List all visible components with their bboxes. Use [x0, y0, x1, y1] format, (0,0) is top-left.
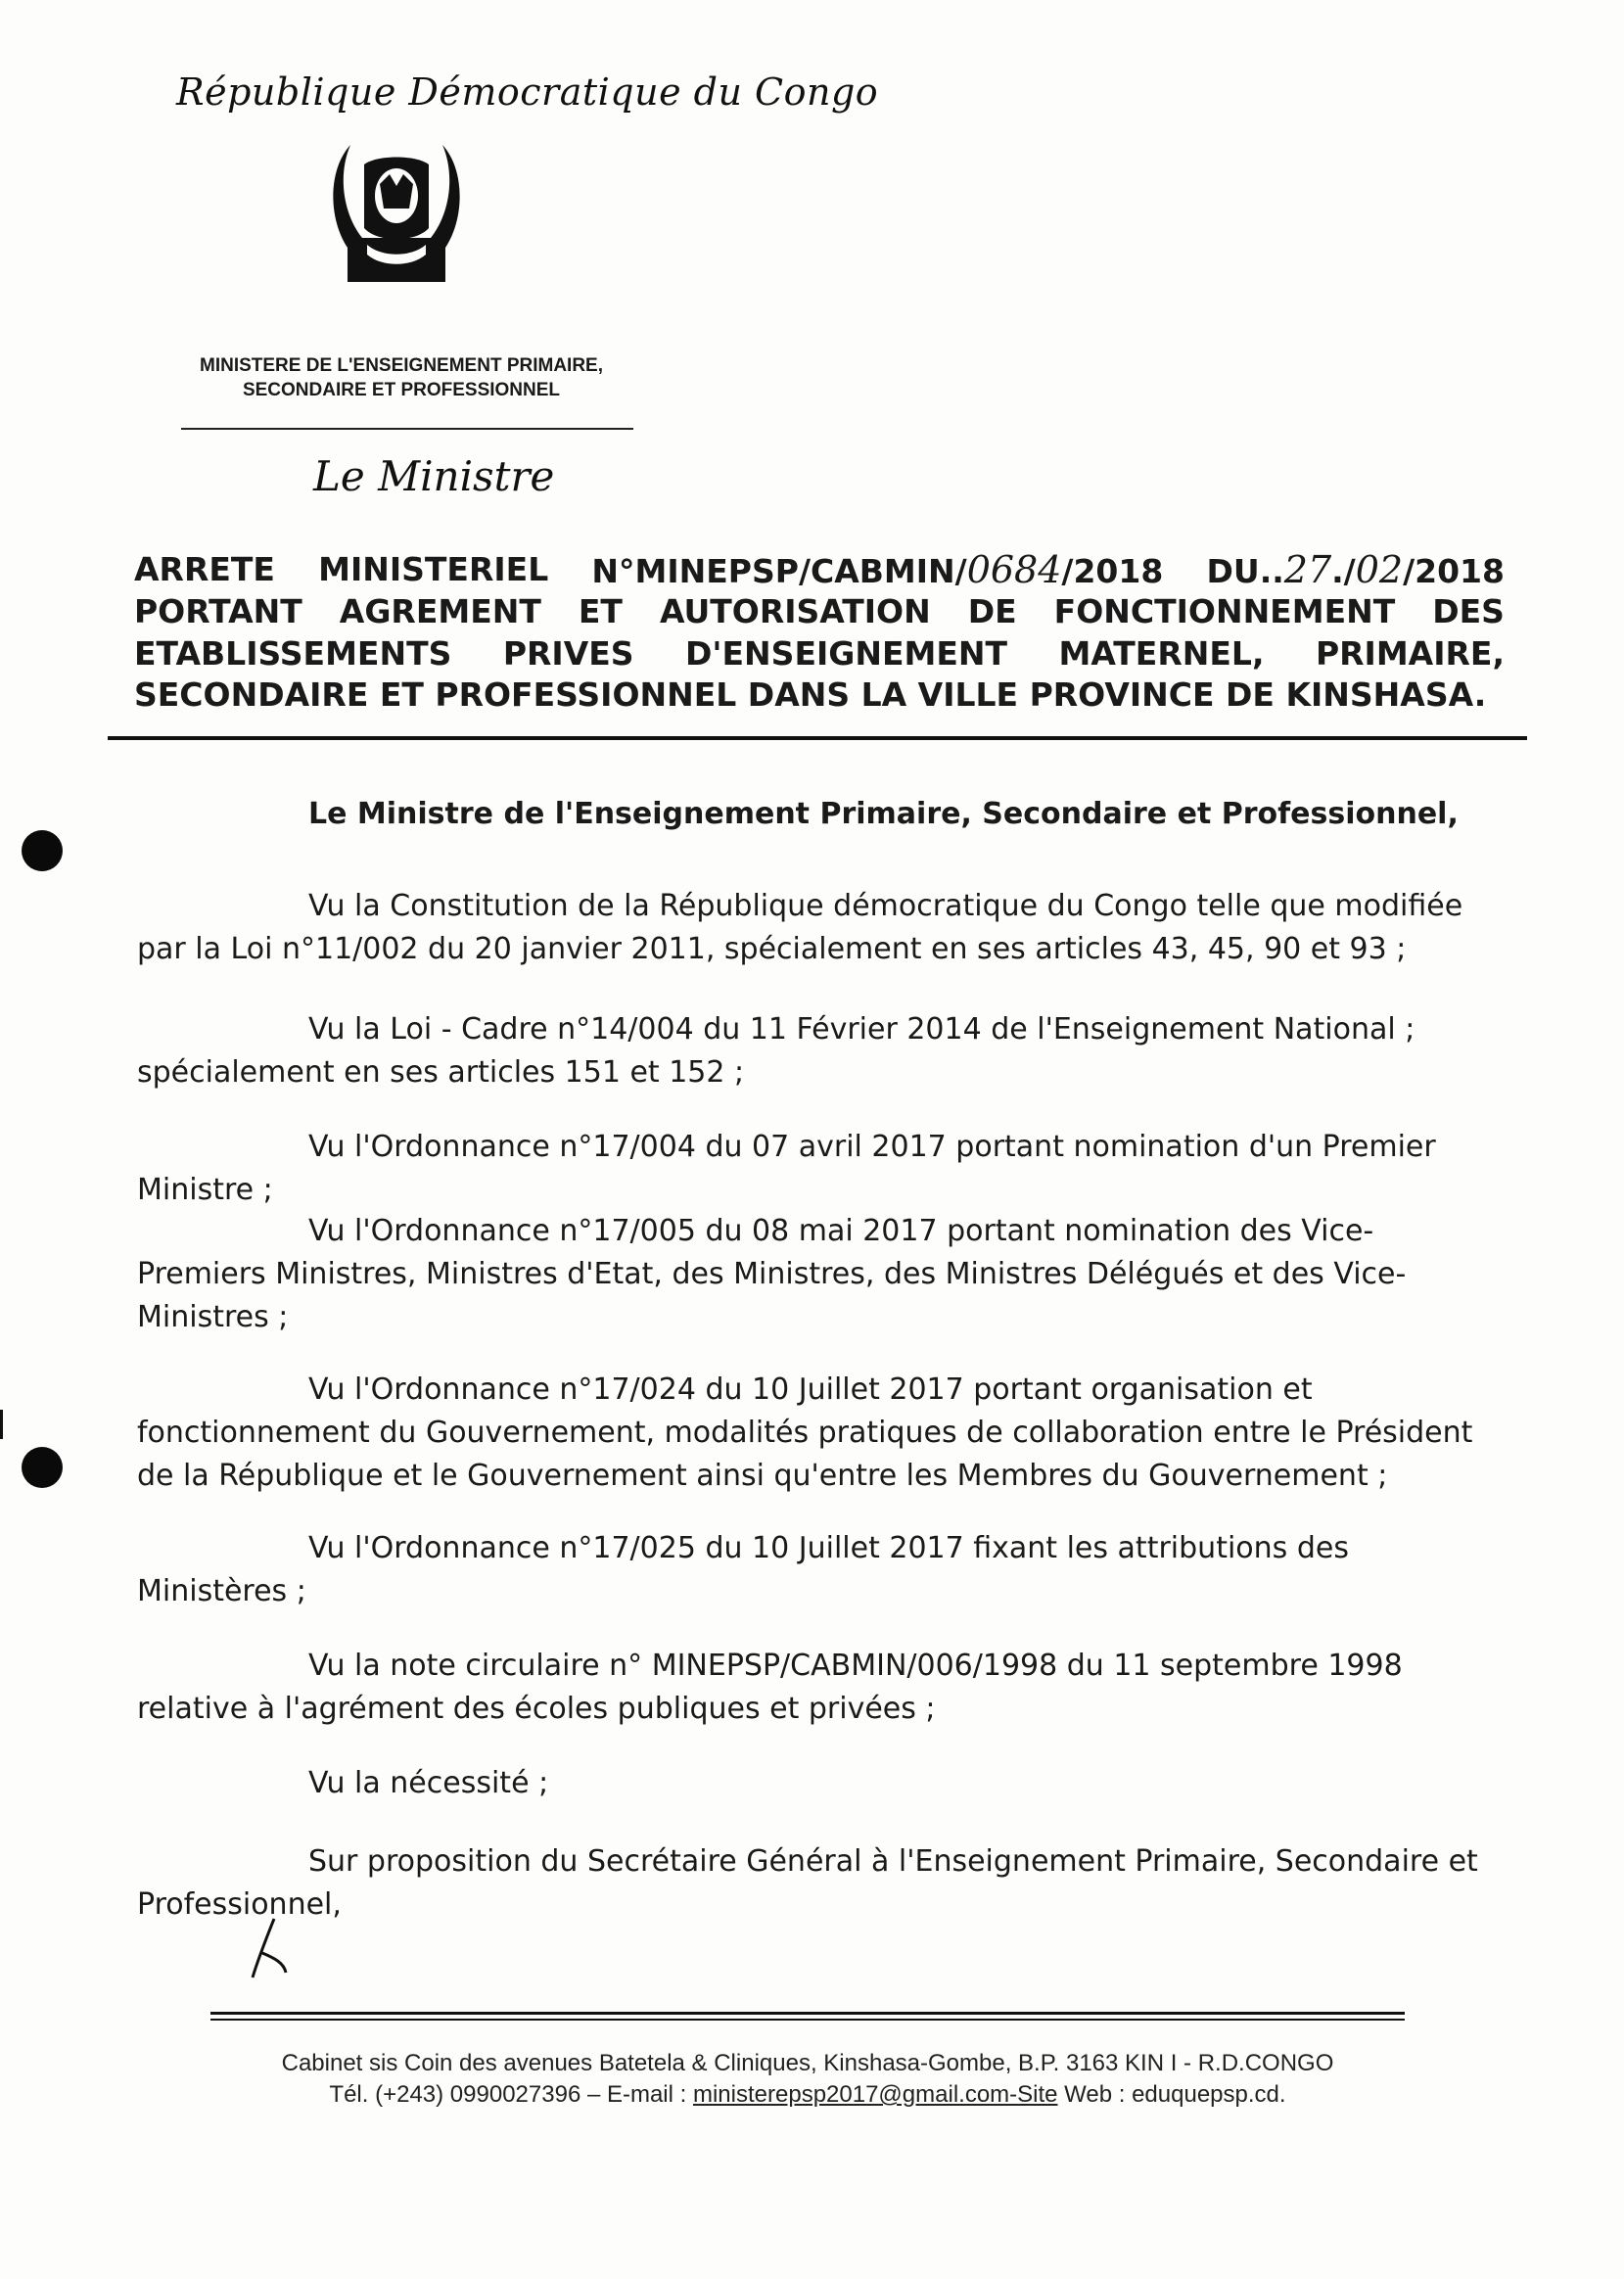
title-word: ARRETE [134, 550, 275, 588]
title-word: DE [967, 592, 1017, 630]
paragraph-note-circulaire [137, 1645, 1503, 1731]
text-line: Ministres ; [137, 1300, 289, 1334]
title-word: MINISTERIEL [318, 550, 549, 588]
text-line: Ministères ; [137, 1574, 306, 1608]
footer-address: Cabinet sis Coin des avenues Batetela & Cliniques, Kinshasa-Gombe, B.P. 3163 KIN I - R.D.CONGO [281, 2050, 1334, 2076]
footer-contact: Tél. (+243) 0990027396 – E-mail : ministerepsp2017@gmail.com-Site Web : eduquepsp.cd. [329, 2081, 1286, 2108]
title-word: MATERNEL, [1058, 634, 1265, 673]
handwritten-month: 02 [1355, 548, 1404, 591]
text-line: par la Loi n°11/002 du 20 janvier 2011, spécialement en ses articles 43, 45, 90 et 93 ; [137, 932, 1407, 966]
text-line: Vu l'Ordonnance n°17/025 du 10 Juillet 2017 fixant les attributions des [308, 1531, 1349, 1565]
paragraph-loi-cadre [137, 1008, 1503, 1094]
text-line: relative à l'agrément des écoles publiques et privées ; [137, 1692, 936, 1726]
email-link[interactable]: ministerepsp2017@gmail.com-Site [692, 2081, 1058, 2108]
paragraph-proposition [137, 1840, 1503, 1927]
title-word: PRIMAIRE, [1315, 634, 1505, 673]
text-line: Vu l'Ordonnance n°17/004 du 07 avril 2017 portant nomination d'un Premier [308, 1130, 1436, 1164]
text-line: Vu la Constitution de la République démocratique du Congo telle que modifiée [308, 889, 1463, 923]
text-line: Vu la note circulaire n° MINEPSP/CABMIN/006/1998 du 11 septembre 1998 [308, 1649, 1403, 1683]
title-line2 [134, 592, 1505, 631]
title-word: AGREMENT [339, 592, 541, 630]
text-line: Vu la nécessité ; [308, 1766, 549, 1800]
punch-hole-mark [22, 1447, 63, 1488]
title-decree-date: DU..27./02/2018 [1206, 548, 1505, 591]
title-word: PRIVES [502, 634, 634, 673]
paragraph-ordonnance-025 [137, 1527, 1503, 1613]
paragraph-constitution [137, 885, 1503, 971]
paragraph-ordonnance-004 [137, 1126, 1503, 1212]
text-line: Sur proposition du Secrétaire Général à l'Enseignement Primaire, Secondaire et [308, 1844, 1478, 1879]
paragraph-ordonnance-005 [137, 1210, 1503, 1339]
le-ministre-heading: Le Ministre [313, 452, 555, 500]
text-line: fonctionnement du Gouvernement, modalités pratiques de collaboration entre le Président [137, 1416, 1473, 1450]
text-line: spécialement en ses articles 151 et 152 ; [137, 1055, 745, 1090]
ministry-name-line2: SECONDAIRE ET PROFESSIONNEL [242, 380, 561, 400]
text-line: Vu la Loi - Cadre n°14/004 du 11 Février 2014 de l'Enseignement National ; [308, 1012, 1415, 1046]
title-line1 [134, 550, 1505, 591]
title-word: ETABLISSEMENTS [134, 634, 452, 673]
republic-heading: République Démocratique du Congo [176, 70, 879, 114]
paragraph-necessite [137, 1762, 1503, 1805]
coat-of-arms-emblem [323, 135, 470, 292]
scan-edge-mark [0, 1410, 3, 1439]
title-word: FONCTIONNEMENT [1053, 592, 1396, 630]
text-line: Ministre ; [137, 1173, 273, 1207]
text-line: Premiers Ministres, Ministres d'Etat, des Ministres, des Ministres Délégués et des Vice- [137, 1257, 1407, 1291]
title-divider [108, 736, 1527, 740]
paragraph-ordonnance-024 [137, 1369, 1503, 1498]
divider [181, 428, 633, 430]
title-word: ET [578, 592, 623, 630]
footer-divider [210, 2012, 1405, 2015]
title-word: DES [1432, 592, 1505, 630]
ministry-name-line1: MINISTERE DE L'ENSEIGNEMENT PRIMAIRE, [200, 355, 603, 376]
text-line: Vu l'Ordonnance n°17/005 du 08 mai 2017 portant nomination des Vice- [308, 1214, 1374, 1248]
title-line4: SECONDAIRE ET PROFESSIONNEL DANS LA VILLE PROVINCE DE KINSHASA. [134, 675, 1487, 714]
title-decree-number: N°MINEPSP/CABMIN/0684/2018 [591, 548, 1164, 591]
handwritten-number: 0684 [966, 548, 1062, 591]
title-word: AUTORISATION [659, 592, 931, 630]
text-line: de la République et le Gouvernement ainsi qu'entre les Membres du Gouvernement ; [137, 1459, 1388, 1493]
title-word: D'ENSEIGNEMENT [685, 634, 1008, 673]
title-word: PORTANT [134, 592, 302, 630]
handwritten-day: 27 [1283, 548, 1332, 591]
body-heading: Le Ministre de l'Enseignement Primaire, Secondaire et Professionnel, [308, 797, 1459, 831]
initial-signature-mark [245, 1914, 294, 1982]
text-line: Vu l'Ordonnance n°17/024 du 10 Juillet 2017 portant organisation et [308, 1372, 1313, 1407]
footer-divider [210, 2019, 1405, 2021]
title-line3 [134, 634, 1505, 674]
punch-hole-mark [22, 830, 63, 871]
text-line: Professionnel, [137, 1887, 342, 1922]
